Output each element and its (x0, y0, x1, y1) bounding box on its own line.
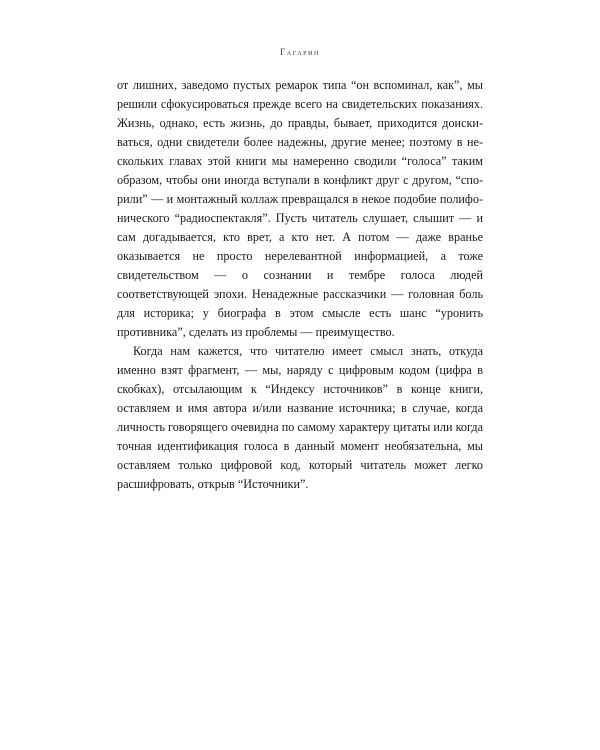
body-text (117, 76, 483, 494)
paragraph-1: от лишних, заведомо пустых ремарок типа “он вспоминал, как”, мы решили сфокусироваться прежде всего на свидетельских показаниях. Жизнь, однако, есть жизнь, до правды, бывает, приходится доискиваться, одни свидетели более надежны, другие менее; поэтому в нескольких главах этой книги мы намеренно сводили “голоса” таким образом, чтобы они иногда вступали в конфликт друг с другом, “спорили” — и монтажный коллаж превращался в некое подобие полифонического “радиоспектакля”. Пусть читатель слушает, слышит — и сам догадывается, кто врет, а кто нет. А потом — даже вранье оказывается не просто нерелевантной информацией, а тоже свидетельством — о сознании и тембре голоса людей соответствующей эпохи. Ненадежные рассказчики — головная боль для историка; у биографа в этом смысле есть шанс “уронить противника”, сделать из проблемы — преимущество. (117, 78, 483, 339)
paragraph-2: Когда нам кажется, что читателю имеет смысл знать, откуда именно взят фрагмент, — мы, наряду с цифровым кодом (цифра в скобках), отсылающим к “Индексу источников” в конце книги, оставляем и имя автора и/или название источника; в случае, когда личность говорящего очевидна по самому характеру цитаты или когда точная идентификация голоса в данный момент необязательна, мы оставляем только цифровой код, который читатель может легко расшифровать, открыв “Источники”. (117, 344, 483, 491)
running-head: Гагарин (280, 47, 320, 57)
